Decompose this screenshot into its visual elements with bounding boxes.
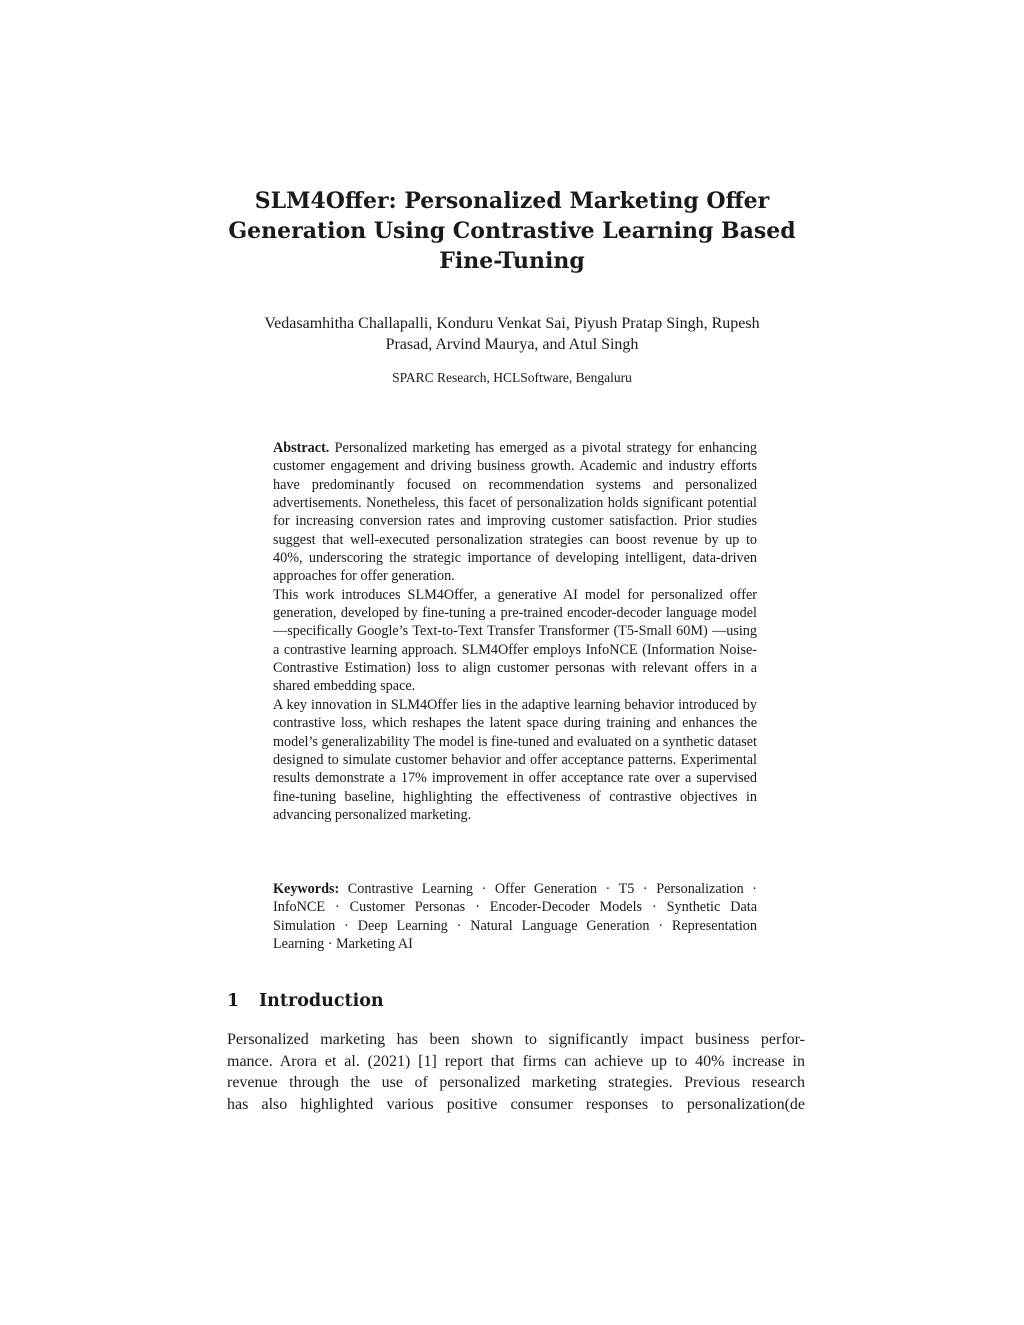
title-line-3: Fine-Tuning (439, 248, 585, 274)
section-heading-introduction (227, 989, 384, 1013)
keywords-block (273, 880, 757, 953)
section-number: 1 (227, 991, 240, 1011)
author-line-1: Vedasamhitha Challapalli, Konduru Venkat Sai, Piyush Pratap Singh, Rupesh (264, 315, 760, 332)
paper-title (160, 186, 864, 276)
author-list (200, 313, 824, 355)
affiliation: SPARC Research, HCLSoftware, Bengaluru (392, 370, 632, 385)
abstract-text-1: Personalized marketing has emerged as a pivotal strategy for enhancing customer engagement and driving business growth. Academic and industry efforts have predominantly focused on recommendation systems and personalized advertisements. Nonetheless, this facet of personalization holds significant potential for increasing conversion rates and improving customer satisfaction. Prior studies suggest that well-executed personalization strategies can boost revenue by up to 40%, underscoring the strategic importance of developing intelligent, data-driven approaches for offer generation. (273, 440, 758, 585)
introduction-paragraph (227, 1029, 805, 1115)
abstract-block (273, 439, 757, 824)
title-line-2: Generation Using Contrastive Learning Based (228, 218, 796, 244)
keywords-text: Contrastive Learning · Offer Generation · T5 · Personalization · InfoNCE · Customer Personas · Encoder-Decoder Models · Synthetic Data Simulation · Deep Learning · Natural Language Generation · Representation Learning · Marketing AI (273, 881, 757, 953)
abstract-paragraph-2: This work introduces SLM4Offer, a generative AI model for personalized offer generation, developed by fine-tuning a pre-trained encoder-decoder language model—specifically Google’s Text-to-Text Transfer Transformer (T5-Small 60M) —using a contrastive learning approach. SLM4Offer employs InfoNCE (Information Noise-Contrastive Estimation) loss to align customer personas with relevant offers in a shared embedding space. (273, 586, 757, 695)
abstract-heading: Abstract. (273, 440, 330, 456)
intro-line-4: has also highlighted various positive consumer responses to personalization(de (227, 1095, 805, 1113)
abstract-paragraph-1 (273, 439, 757, 586)
intro-line-2: mance. Arora et al. (2021) [1] report that firms can achieve up to 40% increase in (227, 1052, 805, 1070)
intro-line-1: Personalized marketing has been shown to significantly impact business perfor- (227, 1031, 805, 1048)
title-line-1: SLM4Offer: Personalized Marketing Offer (254, 188, 770, 214)
abstract-paragraph-3: A key innovation in SLM4Offer lies in the adaptive learning behavior introduced by contrastive loss, which reshapes the latent space during training and enhances the model’s generalizability The model is fine-tuned and evaluated on a synthetic dataset designed to simulate customer behavior and offer acceptance patterns. Experimental results demonstrate a 17% improvement in offer acceptance rate over a supervised fine-tuning baseline, highlighting the effectiveness of contrastive objectives in advancing personalized marketing. (273, 696, 757, 823)
keywords-heading: Keywords: (273, 881, 340, 897)
section-title: Introduction (259, 991, 384, 1011)
author-line-2: Prasad, Arvind Maurya, and Atul Singh (385, 336, 639, 353)
intro-line-3: revenue through the use of personalized marketing strategies. Previous research (227, 1074, 805, 1091)
